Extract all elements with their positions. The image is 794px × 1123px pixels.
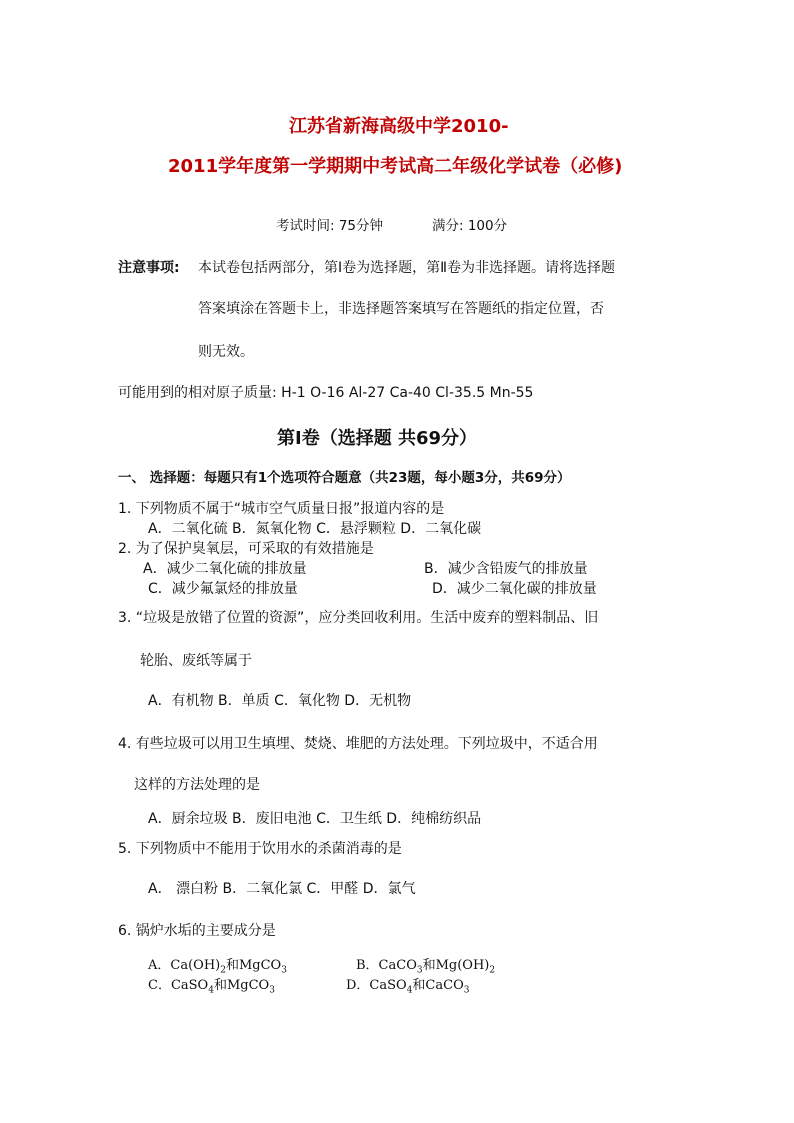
question-5-options: A． 漂白粉 B．二氧化氯 C．甲醛 D．氯气 bbox=[148, 881, 416, 897]
question-2-stem: 2. 为了保护臭氧层，可采取的有效措施是 bbox=[118, 541, 374, 557]
section-subheading: 一、 选择题：每题只有1个选项符合题意（共23题，每小题3分，共69分） bbox=[118, 470, 571, 486]
question-2-option-b: B．减少含铅废气的排放量 bbox=[424, 561, 588, 577]
notice-line-3: 则无效。 bbox=[198, 344, 254, 360]
question-2-option-d: D．减少二氧化碳的排放量 bbox=[432, 581, 597, 597]
title-line-1: 江苏省新海高级中学2010- bbox=[289, 116, 509, 137]
question-5-stem: 5. 下列物质中不能用于饮用水的杀菌消毒的是 bbox=[118, 841, 402, 857]
question-1-stem: 1. 下列物质不属于“城市空气质量日报”报道内容的是 bbox=[118, 501, 445, 517]
question-6-option-b: B．CaCO$_3$和$Mg(OH)_2$ bbox=[356, 958, 496, 976]
question-1-options: A．二氧化硫 B．氮氧化物 C．悬浮颗粒 D．二氧化碳 bbox=[148, 521, 482, 537]
question-3-stem-line-2: 轮胎、废纸等属于 bbox=[140, 653, 252, 669]
question-4-options: A．厨余垃圾 B．废旧电池 C．卫生纸 D．纯棉纺织品 bbox=[148, 811, 482, 827]
notice-label: 注意事项: bbox=[118, 260, 180, 276]
question-6-option-d: D．CaSO$_4$和CaCO$_3$ bbox=[346, 978, 470, 996]
question-3-options: A．有机物 B．单质 C．氧化物 D．无机物 bbox=[148, 693, 412, 709]
full-score: 满分: 100分 bbox=[432, 218, 508, 234]
question-6-option-a: A．$Ca(OH)_2$和MgCO$_3$ bbox=[148, 958, 287, 976]
exam-time: 考试时间: 75分钟 bbox=[276, 218, 384, 234]
notice-line-1: 本试卷包括两部分，第Ⅰ卷为选择题，第Ⅱ卷为非选择题。请将选择题 bbox=[198, 260, 616, 276]
title-line-2: 2011学年度第一学期期中考试高二年级化学试卷（必修) bbox=[168, 156, 623, 177]
question-2-option-c: C．减少氟氯烃的排放量 bbox=[148, 581, 298, 597]
question-6-option-c: C．CaSO$_4$和MgCO$_3$ bbox=[148, 978, 275, 996]
question-4-stem-line-1: 4. 有些垃圾可以用卫生填埋、焚烧、堆肥的方法处理。下列垃圾中，不适合用 bbox=[118, 736, 598, 752]
atomic-masses: 可能用到的相对原子质量: H-1 O-16 Al-27 Ca-40 Cl-35.5 Mn-55 bbox=[118, 385, 534, 401]
notice-line-2: 答案填涂在答题卡上，非选择题答案填写在答题纸的指定位置，否 bbox=[198, 301, 604, 317]
section-title: 第Ⅰ卷（选择题 共69分） bbox=[277, 428, 478, 449]
question-2-option-a: A．减少二氧化硫的排放量 bbox=[143, 561, 307, 577]
question-6-stem: 6. 锅炉水垢的主要成分是 bbox=[118, 923, 276, 939]
question-4-stem-line-2: 这样的方法处理的是 bbox=[134, 777, 260, 793]
question-3-stem-line-1: 3. “垃圾是放错了位置的资源”，应分类回收利用。生活中废弃的塑料制品、旧 bbox=[118, 610, 599, 626]
